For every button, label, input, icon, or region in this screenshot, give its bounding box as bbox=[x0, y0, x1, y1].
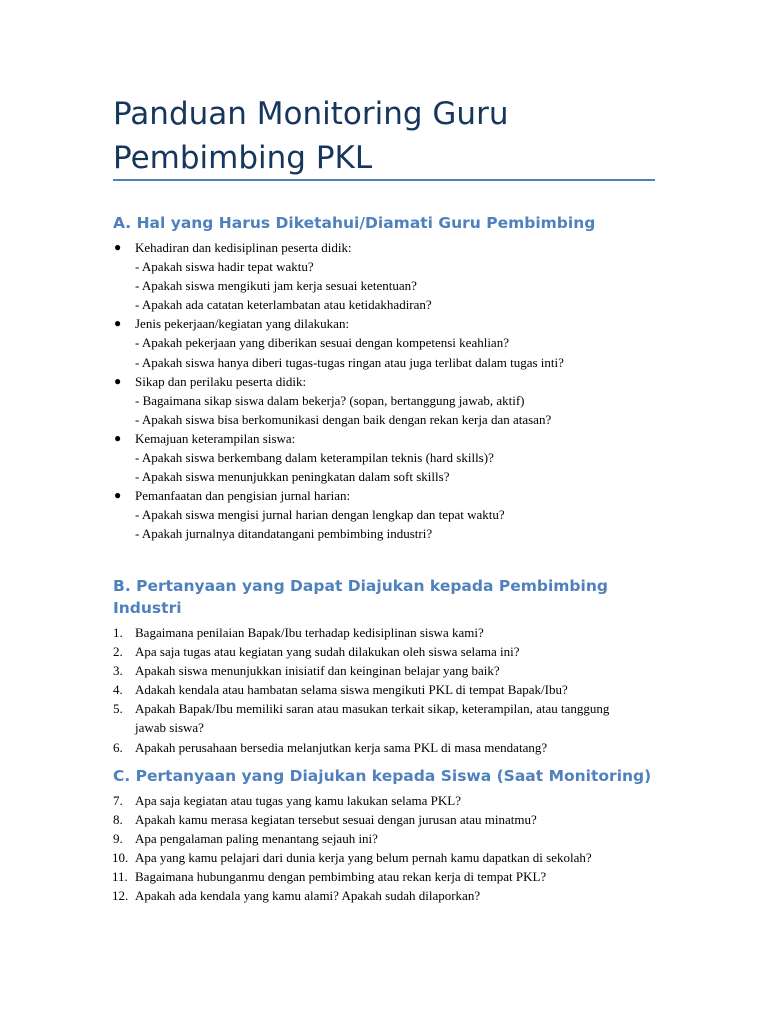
section-a-list bbox=[113, 238, 673, 544]
section-b-list bbox=[113, 623, 673, 757]
list-item: 2. Apa saja tugas atau kegiatan yang sudah dilakukan oleh siswa selama ini? bbox=[113, 644, 520, 660]
section-c-heading: C. Pertanyaan yang Diajukan kepada Siswa (Saat Monitoring) bbox=[113, 767, 652, 785]
list-item: 5. Apakah Bapak/Ibu memiliki saran atau masukan terkait sikap, keterampilan, atau tanggung jawab siswa? bbox=[113, 701, 610, 736]
section-c-list bbox=[113, 791, 673, 906]
list-item: 10. Apa yang kamu pelajari dari dunia kerja yang belum pernah kamu dapatkan di sekolah? bbox=[112, 850, 592, 866]
list-item: 12. Apakah ada kendala yang kamu alami? Apakah sudah dilaporkan? bbox=[112, 888, 481, 904]
section-a bbox=[113, 212, 673, 544]
list-item: 4. Adakah kendala atau hambatan selama siswa mengikuti PKL di tempat Bapak/Ibu? bbox=[113, 682, 568, 698]
list-item: 9. Apa pengalaman paling menantang sejauh ini? bbox=[113, 831, 378, 847]
section-c bbox=[113, 765, 673, 906]
section-a-heading: A. Hal yang Harus Diketahui/Diamati Guru Pembimbing bbox=[113, 214, 596, 232]
bullet-icon: ● bbox=[114, 430, 122, 445]
list-item: ● Sikap dan perilaku peserta didik: - Bagaimana sikap siswa dalam bekerja? (sopan, bertanggung jawab, aktif) - Apakah siswa bisa berkomunikasi dengan baik dengan rekan kerja dan atasan? bbox=[114, 373, 552, 427]
list-item: 8. Apakah kamu merasa kegiatan tersebut sesuai dengan jurusan atau minatmu? bbox=[113, 812, 537, 828]
list-item: ● Jenis pekerjaan/kegiatan yang dilakukan: - Apakah pekerjaan yang diberikan sesuai dengan kompetensi keahlian? - Apakah siswa hanya diberi tugas-tugas ringan atau juga terlibat dalam tugas inti? bbox=[114, 316, 564, 370]
list-item: 1. Bagaimana penilaian Bapak/Ibu terhadap kedisiplinan siswa kami? bbox=[113, 625, 484, 640]
bullet-icon: ● bbox=[114, 373, 122, 388]
list-item: 11. Bagaimana hubunganmu dengan pembimbing atau rekan kerja di tempat PKL? bbox=[112, 869, 547, 885]
list-item: 3. Apakah siswa menunjukkan inisiatif dan keinginan belajar yang baik? bbox=[113, 663, 500, 679]
list-item: 7. Apa saja kegiatan atau tugas yang kamu lakukan selama PKL? bbox=[113, 793, 461, 808]
section-b-heading: B. Pertanyaan yang Dapat Diajukan kepada Pembimbing Industri bbox=[113, 577, 608, 617]
list-item: ● Pemanfaatan dan pengisian jurnal harian: - Apakah siswa mengisi jurnal harian dengan lengkap dan tepat waktu? - Apakah jurnalnya ditandatangani pembimbing industri? bbox=[114, 488, 505, 542]
list-item: 6. Apakah perusahaan bersedia melanjutkan kerja sama PKL di masa mendatang? bbox=[113, 739, 548, 755]
bullet-icon: ● bbox=[114, 240, 122, 254]
list-item: ● Kemajuan keterampilan siswa: - Apakah siswa berkembang dalam keterampilan teknis (hard skills)? - Apakah siswa menunjukkan peningkatan dalam soft skills? bbox=[114, 430, 494, 485]
bullet-icon: ● bbox=[114, 316, 122, 331]
bullet-icon: ● bbox=[114, 488, 122, 503]
title-underline bbox=[113, 179, 655, 181]
page-title: Panduan Monitoring Guru Pembimbing PKL bbox=[113, 96, 509, 176]
list-item: ● Kehadiran dan kedisiplinan peserta didik: - Apakah siswa hadir tepat waktu? - Apakah siswa mengikuti jam kerja sesuai ketentuan? - Apakah ada catatan keterlambatan atau ketidakhadiran? bbox=[114, 240, 432, 313]
section-b bbox=[113, 575, 673, 757]
